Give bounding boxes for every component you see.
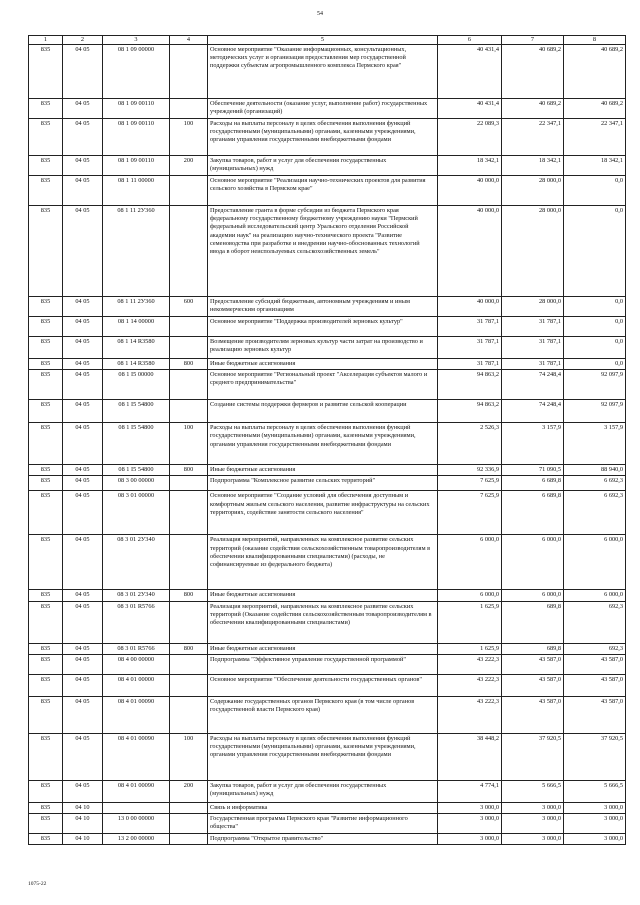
cell-amount-2023: 43 587,0: [502, 696, 564, 733]
cell-description: Расходы на выплаты персоналу в целях обеспечения выполнения функций государственными (муниципальными) органами, казенными учреждениями, органами управления государственными внебюджетными фондами: [208, 423, 438, 465]
cell-amount-2023: 3 157,9: [502, 423, 564, 465]
table-row: [29, 423, 626, 465]
cell-amount-2024: 0,0: [564, 206, 626, 297]
cell-description: Иные бюджетные ассигнования: [208, 465, 438, 476]
cell-section-code: 04 05: [63, 337, 103, 359]
cell-ministry-code: 835: [29, 601, 63, 643]
cell-amount-2023: 31 787,1: [502, 337, 564, 359]
cell-section-code: 04 05: [63, 119, 103, 156]
cell-expense-type: 800: [170, 590, 208, 601]
cell-amount-2024: 692,3: [564, 601, 626, 643]
table-row: [29, 176, 626, 206]
cell-ministry-code: 835: [29, 317, 63, 337]
cell-amount-2022: 31 787,1: [438, 317, 502, 337]
table-row: [29, 674, 626, 696]
cell-amount-2023: 22 347,1: [502, 119, 564, 156]
cell-target-article: 08 1 09 00110: [103, 156, 170, 176]
cell-target-article: 08 3 01 R5766: [103, 601, 170, 643]
cell-amount-2023: 28 000,0: [502, 206, 564, 297]
header-col-6: 6: [438, 36, 502, 45]
cell-section-code: 04 05: [63, 370, 103, 400]
budget-table: [28, 35, 626, 845]
cell-ministry-code: 835: [29, 643, 63, 654]
cell-ministry-code: 835: [29, 491, 63, 535]
cell-amount-2022: 94 863,2: [438, 400, 502, 423]
cell-expense-type: [170, 814, 208, 834]
cell-amount-2024: 40 689,2: [564, 45, 626, 99]
cell-ministry-code: 835: [29, 119, 63, 156]
cell-target-article: 08 1 09 00110: [103, 99, 170, 119]
cell-amount-2024: 43 587,0: [564, 696, 626, 733]
cell-ministry-code: 835: [29, 400, 63, 423]
table-row: [29, 45, 626, 99]
table-row: [29, 156, 626, 176]
header-col-5: 5: [208, 36, 438, 45]
table-row: [29, 337, 626, 359]
cell-amount-2023: 6 000,0: [502, 590, 564, 601]
cell-amount-2024: 0,0: [564, 317, 626, 337]
cell-section-code: 04 05: [63, 45, 103, 99]
header-col-7: 7: [502, 36, 564, 45]
cell-ministry-code: 835: [29, 176, 63, 206]
cell-target-article: [103, 802, 170, 813]
cell-amount-2022: 6 000,0: [438, 535, 502, 590]
cell-amount-2023: 28 000,0: [502, 297, 564, 317]
cell-description: Иные бюджетные ассигнования: [208, 359, 438, 370]
cell-section-code: 04 05: [63, 643, 103, 654]
cell-amount-2024: 22 347,1: [564, 119, 626, 156]
cell-ministry-code: 835: [29, 337, 63, 359]
cell-amount-2022: 6 000,0: [438, 590, 502, 601]
cell-amount-2022: 40 000,0: [438, 297, 502, 317]
header-row: [29, 36, 626, 45]
cell-amount-2024: 0,0: [564, 337, 626, 359]
cell-expense-type: 200: [170, 780, 208, 802]
cell-expense-type: [170, 802, 208, 813]
table-row: [29, 696, 626, 733]
cell-amount-2024: 6 000,0: [564, 535, 626, 590]
cell-ministry-code: 835: [29, 359, 63, 370]
cell-target-article: 08 1 09 00000: [103, 45, 170, 99]
cell-expense-type: 800: [170, 359, 208, 370]
table-row: [29, 654, 626, 674]
cell-amount-2022: 7 625,9: [438, 491, 502, 535]
cell-amount-2023: 5 666,5: [502, 780, 564, 802]
cell-ministry-code: 835: [29, 834, 63, 845]
cell-expense-type: 200: [170, 156, 208, 176]
cell-section-code: 04 05: [63, 297, 103, 317]
cell-section-code: 04 05: [63, 156, 103, 176]
cell-amount-2022: 18 342,1: [438, 156, 502, 176]
cell-section-code: 04 05: [63, 590, 103, 601]
cell-expense-type: [170, 317, 208, 337]
cell-amount-2023: 40 689,2: [502, 45, 564, 99]
cell-section-code: 04 05: [63, 601, 103, 643]
document-code: 1075-22: [28, 881, 47, 887]
cell-amount-2023: 6 689,8: [502, 491, 564, 535]
cell-target-article: 08 1 I5 54800: [103, 400, 170, 423]
cell-description: Возмещение производителям зерновых культур части затрат на производство и реализацию зерновых культур: [208, 337, 438, 359]
cell-description: Основное мероприятие "Региональный проект "Акселерация субъектов малого и среднего предпринимательства": [208, 370, 438, 400]
cell-amount-2023: 40 689,2: [502, 99, 564, 119]
table-row: [29, 297, 626, 317]
header-col-1: 1: [29, 36, 63, 45]
cell-amount-2024: 3 157,9: [564, 423, 626, 465]
cell-ministry-code: 835: [29, 733, 63, 780]
cell-section-code: 04 05: [63, 423, 103, 465]
cell-description: Основное мероприятие "Оказание информационных, консультационных, методических услуг и организация предоставления мер государственной поддержки субъектам агропромышленного комплекса Пермского края": [208, 45, 438, 99]
cell-description: Подпрограмма "Открытое правительство": [208, 834, 438, 845]
cell-amount-2022: 40 431,4: [438, 99, 502, 119]
cell-description: Подпрограмма "Эффективное управление государственной программой": [208, 654, 438, 674]
cell-target-article: 08 4 01 00000: [103, 674, 170, 696]
cell-amount-2022: 40 431,4: [438, 45, 502, 99]
cell-amount-2022: 43 222,3: [438, 674, 502, 696]
cell-target-article: 08 1 11 2У360: [103, 297, 170, 317]
cell-ministry-code: 835: [29, 654, 63, 674]
header-col-3: 3: [103, 36, 170, 45]
cell-amount-2024: 40 689,2: [564, 99, 626, 119]
cell-amount-2023: 31 787,1: [502, 317, 564, 337]
table-row: [29, 643, 626, 654]
cell-section-code: 04 05: [63, 733, 103, 780]
cell-amount-2024: 692,3: [564, 643, 626, 654]
cell-description: Основное мероприятие "Реализация научно-технических проектов для развития сельского хозяйства в Пермском крае": [208, 176, 438, 206]
cell-ministry-code: 835: [29, 297, 63, 317]
cell-section-code: 04 05: [63, 780, 103, 802]
cell-amount-2024: 43 587,0: [564, 674, 626, 696]
cell-section-code: 04 05: [63, 535, 103, 590]
cell-amount-2024: 0,0: [564, 359, 626, 370]
table-row: [29, 359, 626, 370]
cell-amount-2022: 3 000,0: [438, 802, 502, 813]
cell-section-code: 04 10: [63, 802, 103, 813]
cell-expense-type: [170, 206, 208, 297]
cell-expense-type: 100: [170, 119, 208, 156]
cell-ministry-code: 835: [29, 780, 63, 802]
cell-amount-2023: 689,8: [502, 643, 564, 654]
cell-description: Иные бюджетные ассигнования: [208, 590, 438, 601]
cell-description: Предоставление субсидий бюджетным, автономным учреждениям и иным некоммерческим организациям: [208, 297, 438, 317]
cell-expense-type: [170, 601, 208, 643]
cell-expense-type: [170, 99, 208, 119]
cell-target-article: 08 1 14 R3580: [103, 337, 170, 359]
cell-ministry-code: 835: [29, 814, 63, 834]
cell-expense-type: 800: [170, 465, 208, 476]
cell-amount-2022: 38 448,2: [438, 733, 502, 780]
cell-ministry-code: 835: [29, 590, 63, 601]
cell-target-article: 08 1 14 R3580: [103, 359, 170, 370]
cell-ministry-code: 835: [29, 535, 63, 590]
cell-section-code: 04 05: [63, 465, 103, 476]
cell-ministry-code: 835: [29, 802, 63, 813]
cell-amount-2023: 3 000,0: [502, 802, 564, 813]
cell-target-article: 08 4 01 00090: [103, 696, 170, 733]
cell-target-article: 08 1 11 2У360: [103, 206, 170, 297]
table-row: [29, 206, 626, 297]
cell-description: Расходы на выплаты персоналу в целях обеспечения выполнения функций государственными (муниципальными) органами, казенными учреждениями, органами управления государственными внебюджетными фондами: [208, 119, 438, 156]
cell-description: Реализация мероприятий, направленных на комплексное развитие сельских территорий (Оказание содействия сельскохозяйственным товаропроизводителям в обеспечении квалифицированными специалистами): [208, 601, 438, 643]
cell-ministry-code: 835: [29, 45, 63, 99]
cell-ministry-code: 835: [29, 696, 63, 733]
cell-amount-2023: 3 000,0: [502, 814, 564, 834]
cell-expense-type: [170, 476, 208, 491]
cell-ministry-code: 835: [29, 99, 63, 119]
header-col-4: 4: [170, 36, 208, 45]
cell-expense-type: [170, 370, 208, 400]
cell-description: Основное мероприятие "Обеспечение деятельности государственных органов": [208, 674, 438, 696]
cell-amount-2024: 43 587,0: [564, 654, 626, 674]
cell-amount-2022: 40 000,0: [438, 206, 502, 297]
cell-amount-2022: 31 787,1: [438, 359, 502, 370]
header-col-2: 2: [63, 36, 103, 45]
cell-description: Расходы на выплаты персоналу в целях обеспечения выполнения функций государственными (муниципальными) органами, казенными учреждениями, органами управления государственными внебюджетными фондами: [208, 733, 438, 780]
cell-expense-type: 100: [170, 423, 208, 465]
cell-section-code: 04 10: [63, 834, 103, 845]
cell-expense-type: [170, 674, 208, 696]
cell-section-code: 04 05: [63, 696, 103, 733]
cell-description: Подпрограмма "Комплексное развитие сельских территорий": [208, 476, 438, 491]
page-number: 54: [317, 11, 323, 17]
table-row: [29, 370, 626, 400]
cell-amount-2024: 5 666,5: [564, 780, 626, 802]
cell-amount-2024: 92 097,9: [564, 400, 626, 423]
table-row: [29, 834, 626, 845]
cell-amount-2022: 1 625,9: [438, 643, 502, 654]
cell-amount-2022: 40 000,0: [438, 176, 502, 206]
cell-target-article: 08 3 01 00000: [103, 491, 170, 535]
cell-ministry-code: 835: [29, 156, 63, 176]
table-row: [29, 733, 626, 780]
header-col-8: 8: [564, 36, 626, 45]
table-body: [29, 45, 626, 845]
cell-amount-2024: 3 000,0: [564, 814, 626, 834]
cell-amount-2023: 31 787,1: [502, 359, 564, 370]
table-row: [29, 535, 626, 590]
cell-amount-2022: 92 336,9: [438, 465, 502, 476]
cell-expense-type: 800: [170, 643, 208, 654]
cell-target-article: 08 1 11 00000: [103, 176, 170, 206]
cell-section-code: 04 05: [63, 674, 103, 696]
cell-amount-2023: 74 248,4: [502, 400, 564, 423]
cell-expense-type: [170, 535, 208, 590]
cell-section-code: 04 10: [63, 814, 103, 834]
cell-amount-2022: 43 222,3: [438, 696, 502, 733]
cell-amount-2024: 0,0: [564, 176, 626, 206]
cell-ministry-code: 835: [29, 465, 63, 476]
cell-amount-2024: 3 000,0: [564, 802, 626, 813]
cell-amount-2023: 6 689,8: [502, 476, 564, 491]
cell-amount-2024: 6 692,3: [564, 476, 626, 491]
cell-amount-2022: 22 089,3: [438, 119, 502, 156]
cell-description: Связь и информатика: [208, 802, 438, 813]
cell-amount-2023: 3 000,0: [502, 834, 564, 845]
cell-amount-2024: 6 000,0: [564, 590, 626, 601]
table-row: [29, 590, 626, 601]
cell-expense-type: [170, 654, 208, 674]
cell-target-article: 08 1 I5 00000: [103, 370, 170, 400]
cell-description: Создание системы поддержки фермеров и развитие сельской кооперации: [208, 400, 438, 423]
table-row: [29, 317, 626, 337]
cell-expense-type: [170, 337, 208, 359]
cell-amount-2022: 4 774,1: [438, 780, 502, 802]
cell-section-code: 04 05: [63, 99, 103, 119]
cell-ministry-code: 835: [29, 674, 63, 696]
cell-amount-2024: 0,0: [564, 297, 626, 317]
cell-section-code: 04 05: [63, 176, 103, 206]
cell-description: Иные бюджетные ассигнования: [208, 643, 438, 654]
cell-amount-2022: 94 863,2: [438, 370, 502, 400]
cell-target-article: 08 4 00 00000: [103, 654, 170, 674]
cell-amount-2024: 37 920,5: [564, 733, 626, 780]
cell-amount-2023: 6 000,0: [502, 535, 564, 590]
cell-amount-2024: 6 692,3: [564, 491, 626, 535]
cell-section-code: 04 05: [63, 476, 103, 491]
cell-description: Государственная программа Пермского края "Развитие информационного общества": [208, 814, 438, 834]
cell-amount-2024: 18 342,1: [564, 156, 626, 176]
table-row: [29, 476, 626, 491]
cell-description: Предоставление гранта в форме субсидии из бюджета Пермского края федеральному государственному бюджетному учреждению науки "Пермский федеральный исследовательский центр Уральского отделения Российской академии наук" на реализацию научно-технического проекта "Развитие семеноводства при разработке и внедрении научно-обоснованных технологий ввода в оборот неиспользуемых сельскохозяйственных земель": [208, 206, 438, 297]
cell-ministry-code: 835: [29, 476, 63, 491]
cell-expense-type: [170, 45, 208, 99]
cell-description: Закупка товаров, работ и услуг для обеспечения государственных (муниципальных) нужд: [208, 156, 438, 176]
cell-amount-2024: 88 940,0: [564, 465, 626, 476]
cell-amount-2022: 3 000,0: [438, 814, 502, 834]
cell-amount-2023: 689,8: [502, 601, 564, 643]
cell-amount-2023: 43 587,0: [502, 654, 564, 674]
table-row: [29, 814, 626, 834]
cell-amount-2022: 3 000,0: [438, 834, 502, 845]
cell-section-code: 04 05: [63, 491, 103, 535]
cell-amount-2022: 43 222,3: [438, 654, 502, 674]
cell-target-article: 08 3 01 2У340: [103, 535, 170, 590]
cell-section-code: 04 05: [63, 206, 103, 297]
cell-target-article: 08 1 I5 54800: [103, 423, 170, 465]
table-row: [29, 119, 626, 156]
table-row: [29, 802, 626, 813]
cell-amount-2022: 7 625,9: [438, 476, 502, 491]
cell-target-article: 08 4 01 00090: [103, 733, 170, 780]
cell-expense-type: 100: [170, 733, 208, 780]
cell-target-article: 08 3 00 00000: [103, 476, 170, 491]
cell-expense-type: 600: [170, 297, 208, 317]
cell-description: Основное мероприятие "Создание условий для обеспечения доступным и комфортным жильем сельского населения, развитие инфраструктуры на сельских территориях, содействие занятости сельского населения": [208, 491, 438, 535]
cell-amount-2023: 37 920,5: [502, 733, 564, 780]
cell-target-article: 13 2 00 00000: [103, 834, 170, 845]
table-row: [29, 99, 626, 119]
cell-target-article: 08 1 09 00110: [103, 119, 170, 156]
cell-section-code: 04 05: [63, 359, 103, 370]
cell-description: Основное мероприятие "Поддержка производителей зерновых культур": [208, 317, 438, 337]
cell-amount-2023: 71 090,5: [502, 465, 564, 476]
cell-description: Содержание государственных органов Пермского края (в том числе органов государственной власти Пермского края): [208, 696, 438, 733]
cell-amount-2024: 3 000,0: [564, 834, 626, 845]
table-row: [29, 601, 626, 643]
cell-target-article: 13 0 00 00000: [103, 814, 170, 834]
cell-target-article: 08 4 01 00090: [103, 780, 170, 802]
cell-target-article: 08 1 I5 54800: [103, 465, 170, 476]
cell-amount-2022: 2 526,3: [438, 423, 502, 465]
cell-amount-2023: 28 000,0: [502, 176, 564, 206]
cell-expense-type: [170, 400, 208, 423]
cell-amount-2023: 74 248,4: [502, 370, 564, 400]
cell-section-code: 04 05: [63, 317, 103, 337]
cell-ministry-code: 835: [29, 370, 63, 400]
cell-description: Закупка товаров, работ и услуг для обеспечения государственных (муниципальных) нужд: [208, 780, 438, 802]
table-row: [29, 780, 626, 802]
cell-amount-2024: 92 097,9: [564, 370, 626, 400]
table-row: [29, 491, 626, 535]
cell-section-code: 04 05: [63, 654, 103, 674]
cell-expense-type: [170, 491, 208, 535]
cell-section-code: 04 05: [63, 400, 103, 423]
cell-ministry-code: 835: [29, 206, 63, 297]
cell-expense-type: [170, 176, 208, 206]
cell-amount-2023: 43 587,0: [502, 674, 564, 696]
cell-description: Обеспечение деятельности (оказание услуг, выполнение работ) государственных учреждений (организаций): [208, 99, 438, 119]
cell-amount-2022: 31 787,1: [438, 337, 502, 359]
cell-target-article: 08 3 01 2У340: [103, 590, 170, 601]
cell-target-article: 08 1 14 00000: [103, 317, 170, 337]
table-row: [29, 400, 626, 423]
cell-expense-type: [170, 834, 208, 845]
cell-amount-2023: 18 342,1: [502, 156, 564, 176]
table-row: [29, 465, 626, 476]
cell-description: Реализация мероприятий, направленных на комплексное развитие сельских территорий (оказание содействия сельскохозяйственным товаропроизводителям в обеспечении квалифицированными специалистами) (расходы, не софинансируемые из федерального бюджета): [208, 535, 438, 590]
cell-target-article: 08 3 01 R5766: [103, 643, 170, 654]
cell-expense-type: [170, 696, 208, 733]
cell-amount-2022: 1 625,9: [438, 601, 502, 643]
cell-ministry-code: 835: [29, 423, 63, 465]
